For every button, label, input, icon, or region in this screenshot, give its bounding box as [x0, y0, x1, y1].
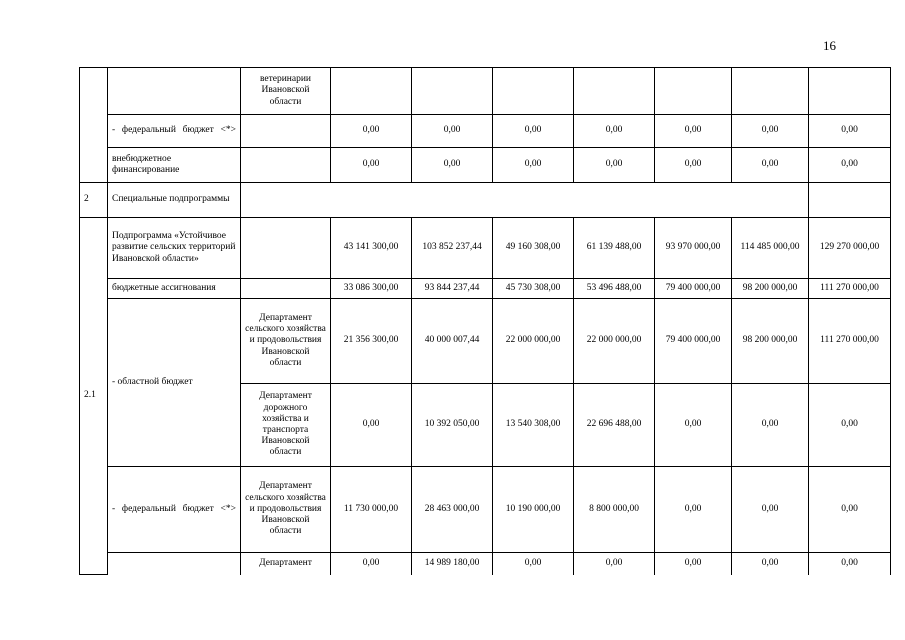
- value-cell: 0,00: [574, 115, 655, 148]
- value-cell: 10 392 050,00: [412, 384, 493, 467]
- executor: Департамент дорожного хозяйства и транспорта Ивановской области: [241, 384, 331, 467]
- value-cell: 0,00: [732, 148, 809, 183]
- value-cell: [574, 68, 655, 115]
- value-cell: 0,00: [655, 384, 732, 467]
- value-cell: 0,00: [331, 115, 412, 148]
- value-cell: 11 730 000,00: [331, 467, 412, 553]
- value-cell: [412, 68, 493, 115]
- value-cell: 0,00: [655, 467, 732, 553]
- value-cell: 61 139 488,00: [574, 218, 655, 279]
- table-row: [80, 115, 891, 148]
- executor: [241, 148, 331, 183]
- executor: Департамент сельского хозяйства и продовольствия Ивановской области: [241, 299, 331, 384]
- funding-source: бюджетные ассигнования: [108, 279, 241, 299]
- value-cell: 0,00: [809, 148, 891, 183]
- value-cell: 43 141 300,00: [331, 218, 412, 279]
- value-cell: 49 160 308,00: [493, 218, 574, 279]
- value-cell: 129 270 000,00: [809, 218, 891, 279]
- value-cell: 33 086 300,00: [331, 279, 412, 299]
- table-row: [80, 148, 891, 183]
- value-cell: 0,00: [493, 115, 574, 148]
- value-cell: 0,00: [732, 553, 809, 575]
- value-cell: 13 540 308,00: [493, 384, 574, 467]
- value-cell: 40 000 007,44: [412, 299, 493, 384]
- value-cell: [809, 183, 891, 218]
- value-cell: 14 989 180,00: [412, 553, 493, 575]
- table-row: [80, 299, 891, 384]
- value-cell: 98 200 000,00: [732, 279, 809, 299]
- value-cell: 0,00: [412, 115, 493, 148]
- value-cell: 0,00: [574, 148, 655, 183]
- executor: Департамент сельского хозяйства и продовольствия Ивановской области: [241, 467, 331, 553]
- value-cell: 0,00: [493, 553, 574, 575]
- value-cell: 0,00: [732, 384, 809, 467]
- table-row: [80, 553, 891, 575]
- value-cell: [732, 68, 809, 115]
- value-cell: 10 190 000,00: [493, 467, 574, 553]
- value-cell: 45 730 308,00: [493, 279, 574, 299]
- table-row: [80, 467, 891, 553]
- value-cell: 0,00: [809, 467, 891, 553]
- value-cell: 93 844 237,44: [412, 279, 493, 299]
- executor: [241, 115, 331, 148]
- funding-source: - федеральный бюджет <*>: [108, 115, 241, 148]
- value-cell: 93 970 000,00: [655, 218, 732, 279]
- funding-source: - федеральный бюджет <*>: [108, 467, 241, 553]
- table-row: [80, 68, 891, 115]
- funding-source: Специальные подпрограммы: [108, 183, 241, 218]
- table-row: [80, 279, 891, 299]
- row-number: 2: [80, 183, 108, 218]
- value-cell: 0,00: [655, 148, 732, 183]
- value-cell: 79 400 000,00: [655, 279, 732, 299]
- funding-source: внебюджетное финансирование: [108, 148, 241, 183]
- executor: Департамент: [241, 553, 331, 575]
- value-cell: 21 356 300,00: [331, 299, 412, 384]
- funding-source: - областной бюджет: [108, 299, 241, 467]
- value-cell: 53 496 488,00: [574, 279, 655, 299]
- value-cell: 0,00: [331, 553, 412, 575]
- row-number: 2.1: [80, 218, 108, 575]
- executor: [241, 218, 331, 279]
- value-cell: 0,00: [412, 148, 493, 183]
- value-cell: 0,00: [493, 148, 574, 183]
- value-cell: 0,00: [809, 384, 891, 467]
- page-number: 16: [823, 38, 836, 53]
- value-cell: 0,00: [331, 148, 412, 183]
- value-cell: [331, 68, 412, 115]
- funding-source: [108, 68, 241, 115]
- value-cell: 22 696 488,00: [574, 384, 655, 467]
- funding-source: Подпрограмма «Устойчивое развитие сельских территорий Ивановской области»: [108, 218, 241, 279]
- value-cell: 79 400 000,00: [655, 299, 732, 384]
- value-cell: 0,00: [331, 384, 412, 467]
- value-cell: 0,00: [655, 115, 732, 148]
- value-cell: 0,00: [732, 115, 809, 148]
- value-cell: 0,00: [809, 553, 891, 575]
- value-cell: 111 270 000,00: [809, 299, 891, 384]
- value-cell: 114 485 000,00: [732, 218, 809, 279]
- value-cell: 22 000 000,00: [493, 299, 574, 384]
- row-number: [80, 68, 108, 183]
- value-cell: 103 852 237,44: [412, 218, 493, 279]
- value-cell: 0,00: [732, 467, 809, 553]
- executor: [241, 279, 331, 299]
- value-cell: [493, 68, 574, 115]
- value-cell: [655, 68, 732, 115]
- table-row: [80, 183, 891, 218]
- value-cell: 0,00: [574, 553, 655, 575]
- value-cell: 8 800 000,00: [574, 467, 655, 553]
- value-cell: 111 270 000,00: [809, 279, 891, 299]
- merged-cell: [241, 183, 809, 218]
- budget-table: [79, 67, 891, 575]
- executor: ветеринарии Ивановской области: [241, 68, 331, 115]
- value-cell: 22 000 000,00: [574, 299, 655, 384]
- value-cell: 0,00: [809, 115, 891, 148]
- value-cell: 28 463 000,00: [412, 467, 493, 553]
- table-row: [80, 218, 891, 279]
- value-cell: 0,00: [655, 553, 732, 575]
- value-cell: [809, 68, 891, 115]
- funding-source: [108, 553, 241, 575]
- value-cell: 98 200 000,00: [732, 299, 809, 384]
